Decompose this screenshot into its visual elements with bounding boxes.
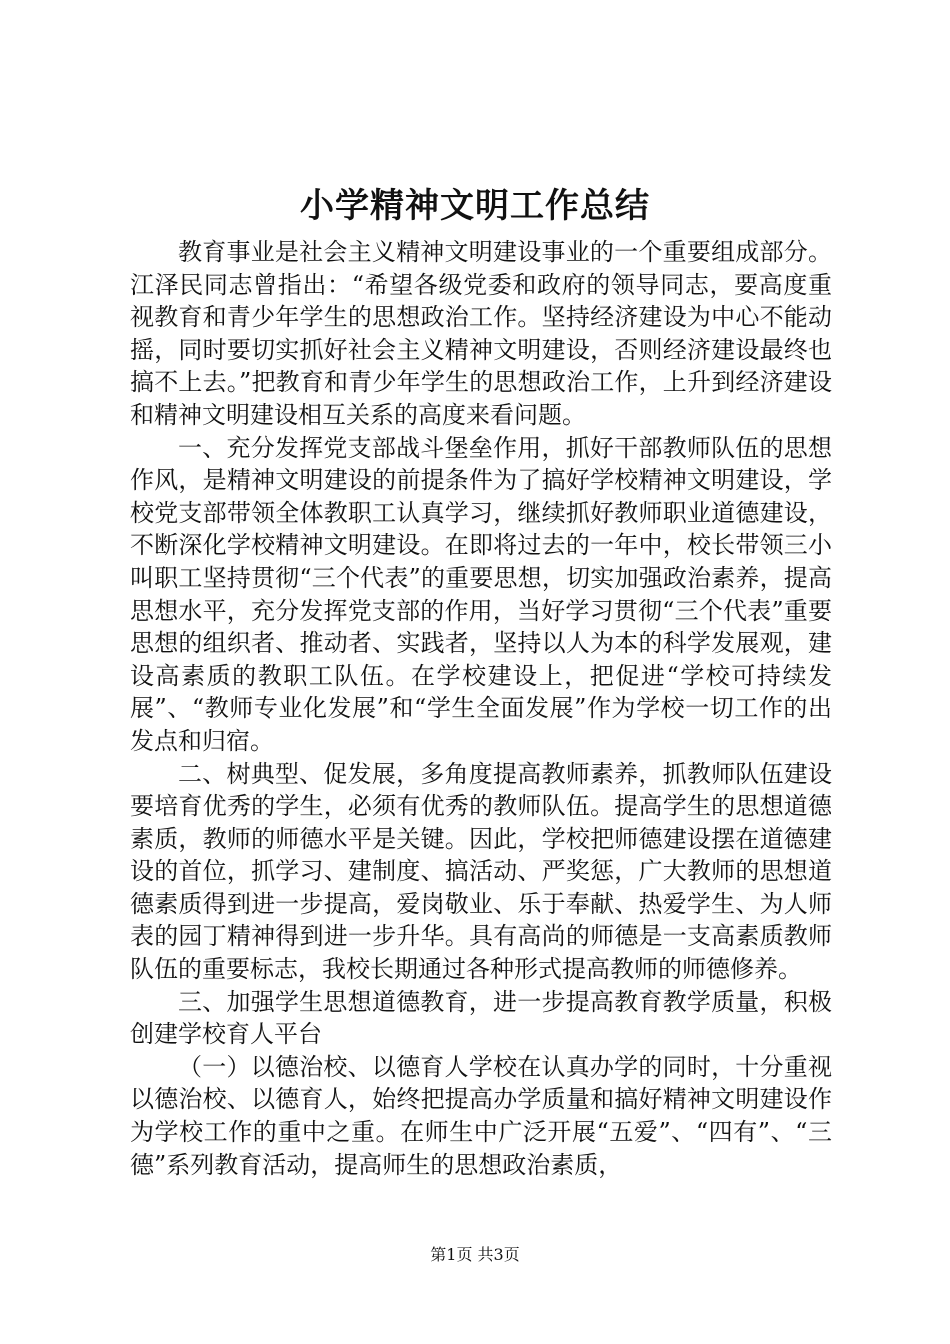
- paragraph-section-3-heading: 三、加强学生思想道德教育，进一步提高教育教学质量，积极创建学校育人平台: [130, 987, 832, 1049]
- paragraph-intro: 教育事业是社会主义精神文明建设事业的一个重要组成部分。江泽民同志曾指出：“希望各级党委和政府的领导同志，要高度重视教育和青少年学生的思想政治工作。坚持经济建设为中心不能动摇，同时要切实抓好社会主义精神文明建设，否则经济建设最终也搞不上去。”把教育和青少年学生的思想政治工作，上升到经济建设和精神文明建设相互关系的高度来看问题。: [130, 238, 832, 429]
- document-body: [130, 236, 832, 1181]
- page-title: 小学精神文明工作总结: [300, 186, 650, 226]
- paragraph-section-1: 一、充分发挥党支部战斗堡垒作用，抓好干部教师队伍的思想作风，是精神文明建设的前提条件为了搞好学校精神文明建设，学校党支部带领全体教职工认真学习，继续抓好教师职业道德建设，不断深化学校精神文明建设。在即将过去的一年中，校长带领三小叫职工坚持贯彻“三个代表”的重要思想，切实加强政治素养，提高思想水平，充分发挥党支部的作用，当好学习贯彻“三个代表”重要思想的组织者、推动者、实践者，坚持以人为本的科学发展观，建设高素质的教职工队伍。在学校建设上，把促进“学校可持续发展”、“教师专业化发展”和“学生全面发展”作为学校一切工作的出发点和归宿。: [130, 433, 832, 755]
- page-footer: 第1页 共3页: [430, 1245, 520, 1264]
- paragraph-section-3-1: （一）以德治校、以德育人学校在认真办学的同时，十分重视以德治校、以德育人，始终把提高办学质量和搞好精神文明建设作为学校工作的重中之重。在师生中广泛开展“五爱”、“四有”、“三德”系列教育活动，提高师生的思想政治素质，: [130, 1052, 832, 1179]
- paragraph-section-2: 二、树典型、促发展，多角度提高教师素养，抓教师队伍建设要培育优秀的学生，必须有优秀的教师队伍。提高学生的思想道德素质，教师的师德水平是关键。因此，学校把师德建设摆在道德建设的首位，抓学习、建制度、搞活动、严奖惩，广大教师的思想道德素质得到进一步提高，爱岗敬业、乐于奉献、热爱学生、为人师表的园丁精神得到进一步升华。具有高尚的师德是一支高素质教师队伍的重要标志，我校长期通过各种形式提高教师的师德修养。: [130, 759, 832, 984]
